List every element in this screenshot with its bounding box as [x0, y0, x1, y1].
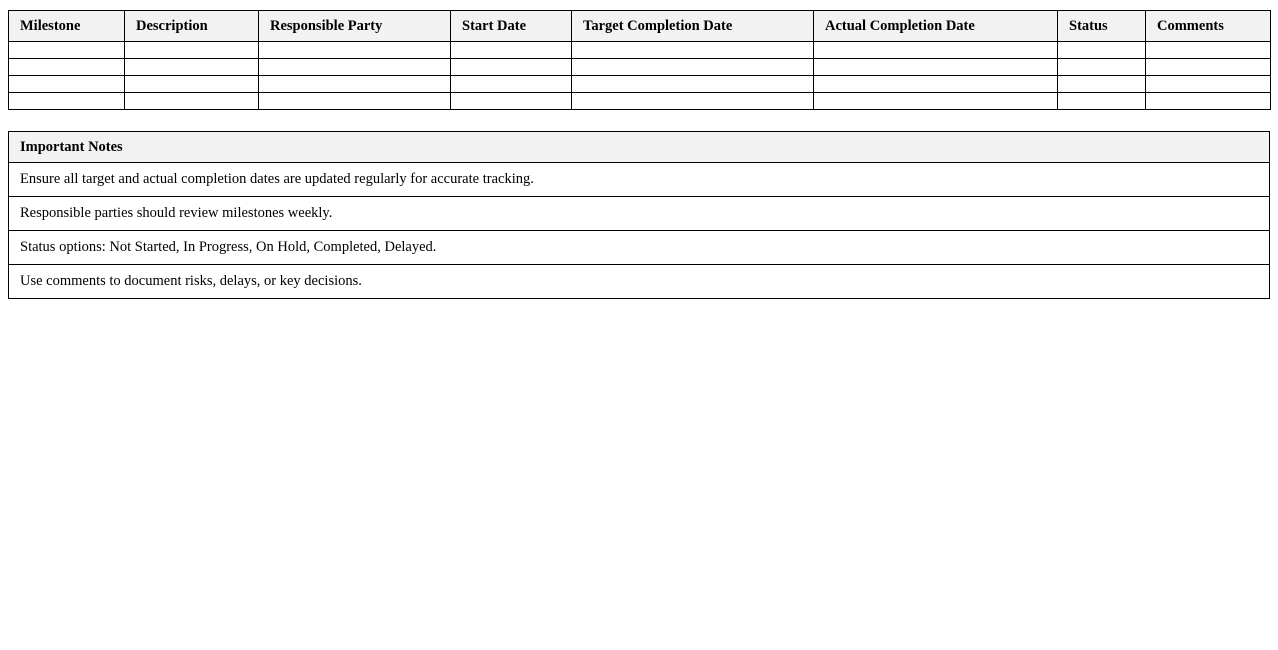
milestone-empty-cell [814, 59, 1058, 76]
column-header-target-completion-date: Target Completion Date [572, 11, 814, 42]
column-header-actual-completion-date: Actual Completion Date [814, 11, 1058, 42]
milestone-empty-row [9, 76, 1271, 93]
milestone-empty-cell [259, 76, 451, 93]
column-header-milestone: Milestone [9, 11, 125, 42]
milestone-empty-cell [125, 42, 259, 59]
milestone-empty-cell [1146, 93, 1271, 110]
column-header-start-date: Start Date [451, 11, 572, 42]
milestone-table [8, 10, 1271, 110]
milestone-empty-cell [259, 93, 451, 110]
milestone-empty-cell [125, 76, 259, 93]
milestone-empty-cell [814, 42, 1058, 59]
milestone-empty-cell [1058, 93, 1146, 110]
milestone-empty-cell [1058, 76, 1146, 93]
milestone-empty-cell [1058, 59, 1146, 76]
milestone-empty-cell [9, 76, 125, 93]
notes-table [8, 131, 1270, 299]
milestone-empty-cell [9, 93, 125, 110]
milestone-empty-cell [572, 76, 814, 93]
note-text: Use comments to document risks, delays, or key decisions. [9, 265, 1270, 299]
milestone-empty-cell [814, 76, 1058, 93]
milestone-empty-cell [9, 42, 125, 59]
note-text: Responsible parties should review milestones weekly. [9, 197, 1270, 231]
milestone-empty-cell [259, 59, 451, 76]
milestone-empty-cell [1146, 42, 1271, 59]
notes-table-body [9, 163, 1270, 299]
note-row [9, 163, 1270, 197]
milestone-empty-cell [572, 93, 814, 110]
milestone-empty-cell [125, 59, 259, 76]
milestone-empty-row [9, 42, 1271, 59]
milestone-empty-cell [451, 76, 572, 93]
milestone-header-row [9, 11, 1271, 42]
notes-header: Important Notes [9, 132, 1270, 163]
milestone-empty-cell [1058, 42, 1146, 59]
note-row [9, 197, 1270, 231]
milestone-empty-cell [451, 93, 572, 110]
note-text: Status options: Not Started, In Progress, On Hold, Completed, Delayed. [9, 231, 1270, 265]
milestone-empty-row [9, 93, 1271, 110]
milestone-empty-cell [1146, 76, 1271, 93]
column-header-description: Description [125, 11, 259, 42]
note-row [9, 265, 1270, 299]
milestone-table-body [9, 42, 1271, 110]
column-header-comments: Comments [1146, 11, 1271, 42]
note-text: Ensure all target and actual completion dates are updated regularly for accurate tracking. [9, 163, 1270, 197]
milestone-empty-cell [451, 42, 572, 59]
milestone-empty-cell [572, 59, 814, 76]
milestone-empty-cell [259, 42, 451, 59]
milestone-empty-cell [125, 93, 259, 110]
column-header-status: Status [1058, 11, 1146, 42]
milestone-empty-cell [451, 59, 572, 76]
milestone-empty-cell [1146, 59, 1271, 76]
milestone-empty-cell [572, 42, 814, 59]
milestone-empty-cell [814, 93, 1058, 110]
milestone-empty-cell [9, 59, 125, 76]
milestone-empty-row [9, 59, 1271, 76]
notes-header-row [9, 132, 1270, 163]
note-row [9, 231, 1270, 265]
column-header-responsible-party: Responsible Party [259, 11, 451, 42]
